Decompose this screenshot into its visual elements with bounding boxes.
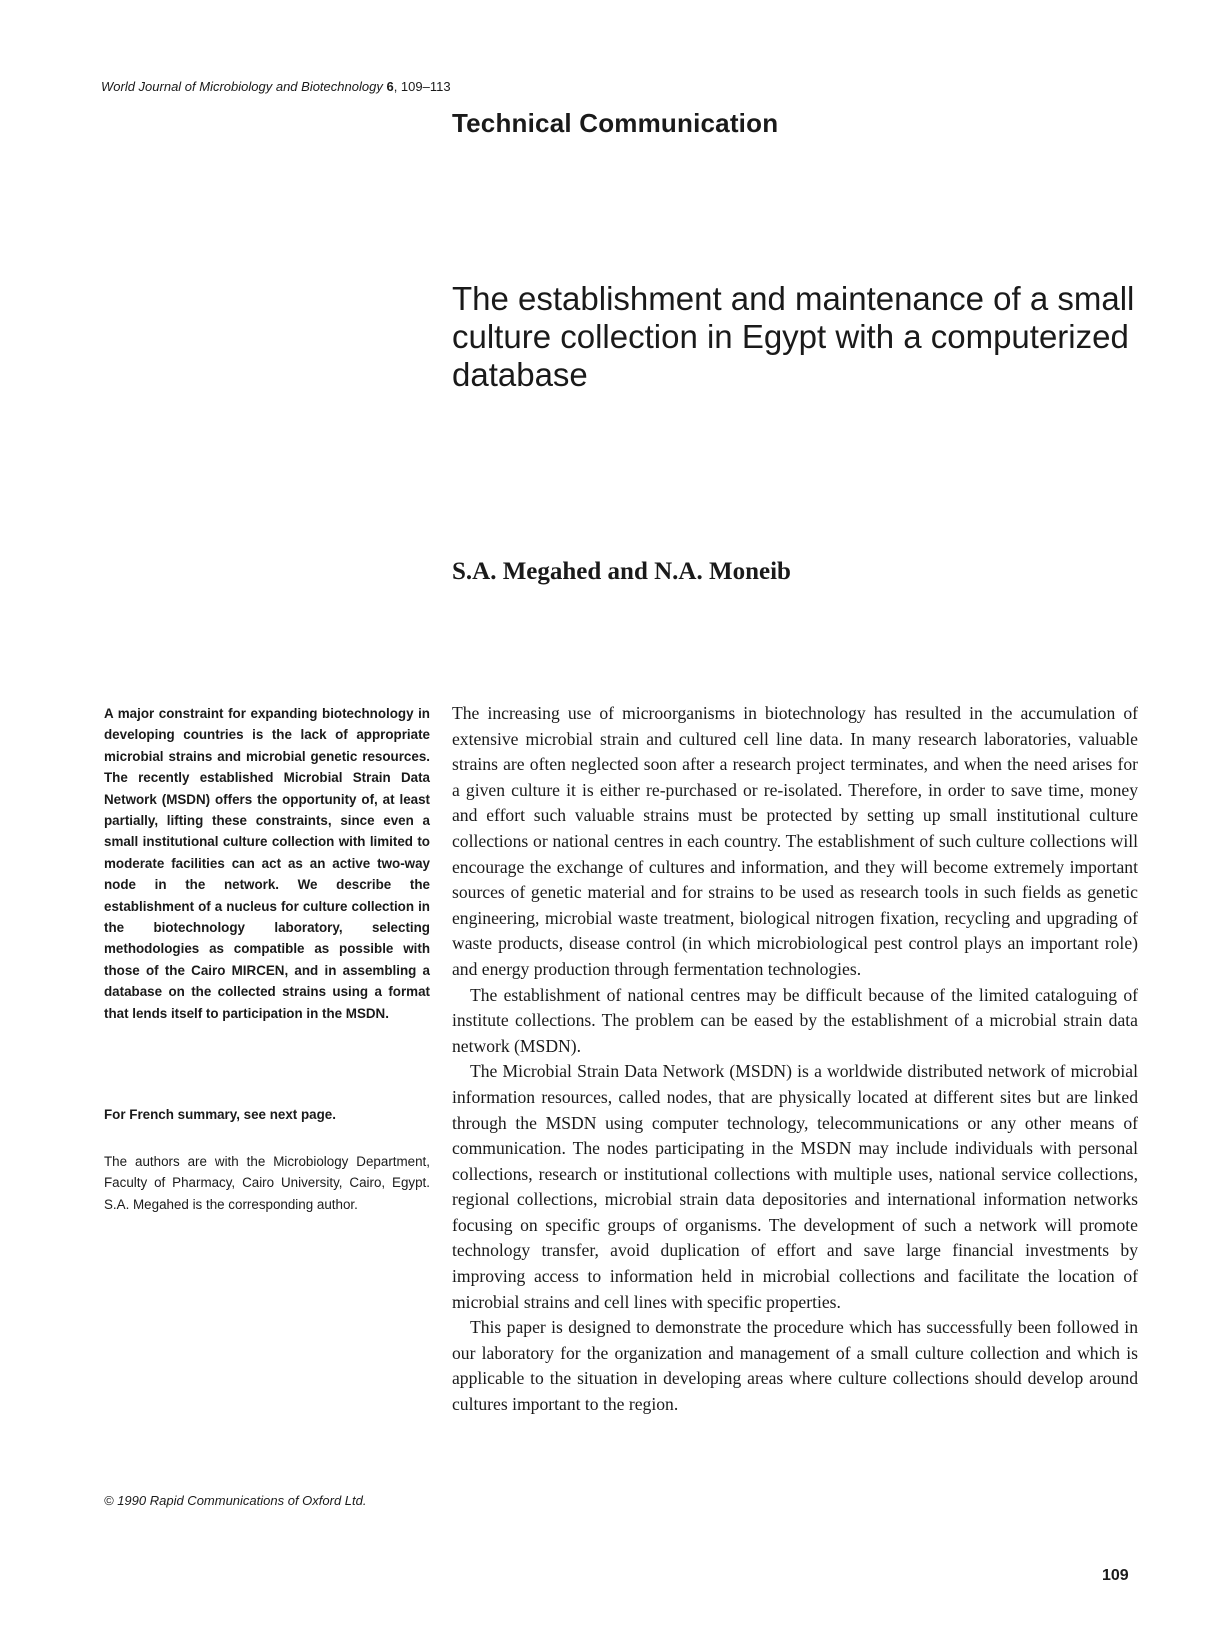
journal-volume: 6: [386, 79, 394, 94]
section-label: Technical Communication: [452, 108, 779, 138]
french-summary-note: For French summary, see next page.: [104, 1107, 336, 1122]
journal-name: World Journal of Microbiology and Biotechnology: [101, 79, 383, 94]
main-body: [452, 701, 1138, 1418]
article-title: The establishment and maintenance of a small culture collection in Egypt with a computerized database: [452, 280, 1135, 393]
body-paragraph: The increasing use of microorganisms in biotechnology has resulted in the accumulation of extensive microbial strain and cultured cell line data. In many research laboratories, valuable strains are often neglected soon after a research project terminates, and when the need arises for a given culture it is either re-purchased or re-isolated. Therefore, in order to save time, money and effort such valuable strains must be protected by setting up small institutional culture collections or national centres in each country. The establishment of such culture collections will encourage the exchange of cultures and information, and they will become extremely important sources of genetic material and for strains to be used as research tools in such fields as genetic engineering, microbial waste treatment, biological nitrogen fixation, recycling and upgrading of waste products, disease control (in which microbiological pest control plays an important role) and energy production through fermentation technologies.: [452, 703, 1138, 979]
page-number: 109: [1102, 1567, 1129, 1584]
journal-pages: 109–113: [400, 79, 451, 94]
author-affiliation: The authors are with the Microbiology Department, Faculty of Pharmacy, Cairo University, Cairo, Egypt. S.A. Megahed is the corresponding author.: [104, 1154, 430, 1212]
body-paragraph: The establishment of national centres may be difficult because of the limited cataloguing of institute collections. The problem can be eased by the establishment of a microbial strain data network (MSDN).: [452, 984, 1138, 1056]
copyright-notice: © 1990 Rapid Communications of Oxford Ltd.: [104, 1493, 367, 1508]
abstract: A major constraint for expanding biotechnology in developing countries is the lack of appropriate microbial strains and microbial genetic resources. The recently established Microbial Strain Data Network (MSDN) offers the opportunity of, at least partially, lifting these constraints, since even a small institutional culture collection with limited to moderate facilities can act as an active two-way node in the network. We describe the establishment of a nucleus for culture collection in the biotechnology laboratory, selecting methodologies as compatible as possible with those of the Cairo MIRCEN, and in assembling a database on the collected strains using a format that lends itself to participation in the MSDN.: [104, 706, 430, 1021]
running-head: World Journal of Microbiology and Biotechnology 6, 109–113: [101, 79, 451, 94]
body-paragraph: The Microbial Strain Data Network (MSDN) is a worldwide distributed network of microbial information resources, called nodes, that are physically located at different sites but are linked through the MSDN using computer technology, telecommunications or any other means of communication. The nodes participating in the MSDN may include individuals with personal collections, research or institutional collections with multiple uses, national service collections, regional collections, microbial strain data depositories and international information networks focusing on specific groups of organisms. The development of such a network will promote technology transfer, avoid duplication of effort and save large financial investments by improving access to information held in microbial collections and facilitate the location of microbial strains and cell lines with specific properties.: [452, 1061, 1138, 1312]
body-paragraph: This paper is designed to demonstrate the procedure which has successfully been followed in our laboratory for the organization and management of a small culture collection and which is applicable to the situation in developing areas where culture collections should develop around cultures important to the region.: [452, 1317, 1138, 1415]
author-list: S.A. Megahed and N.A. Moneib: [452, 558, 791, 585]
